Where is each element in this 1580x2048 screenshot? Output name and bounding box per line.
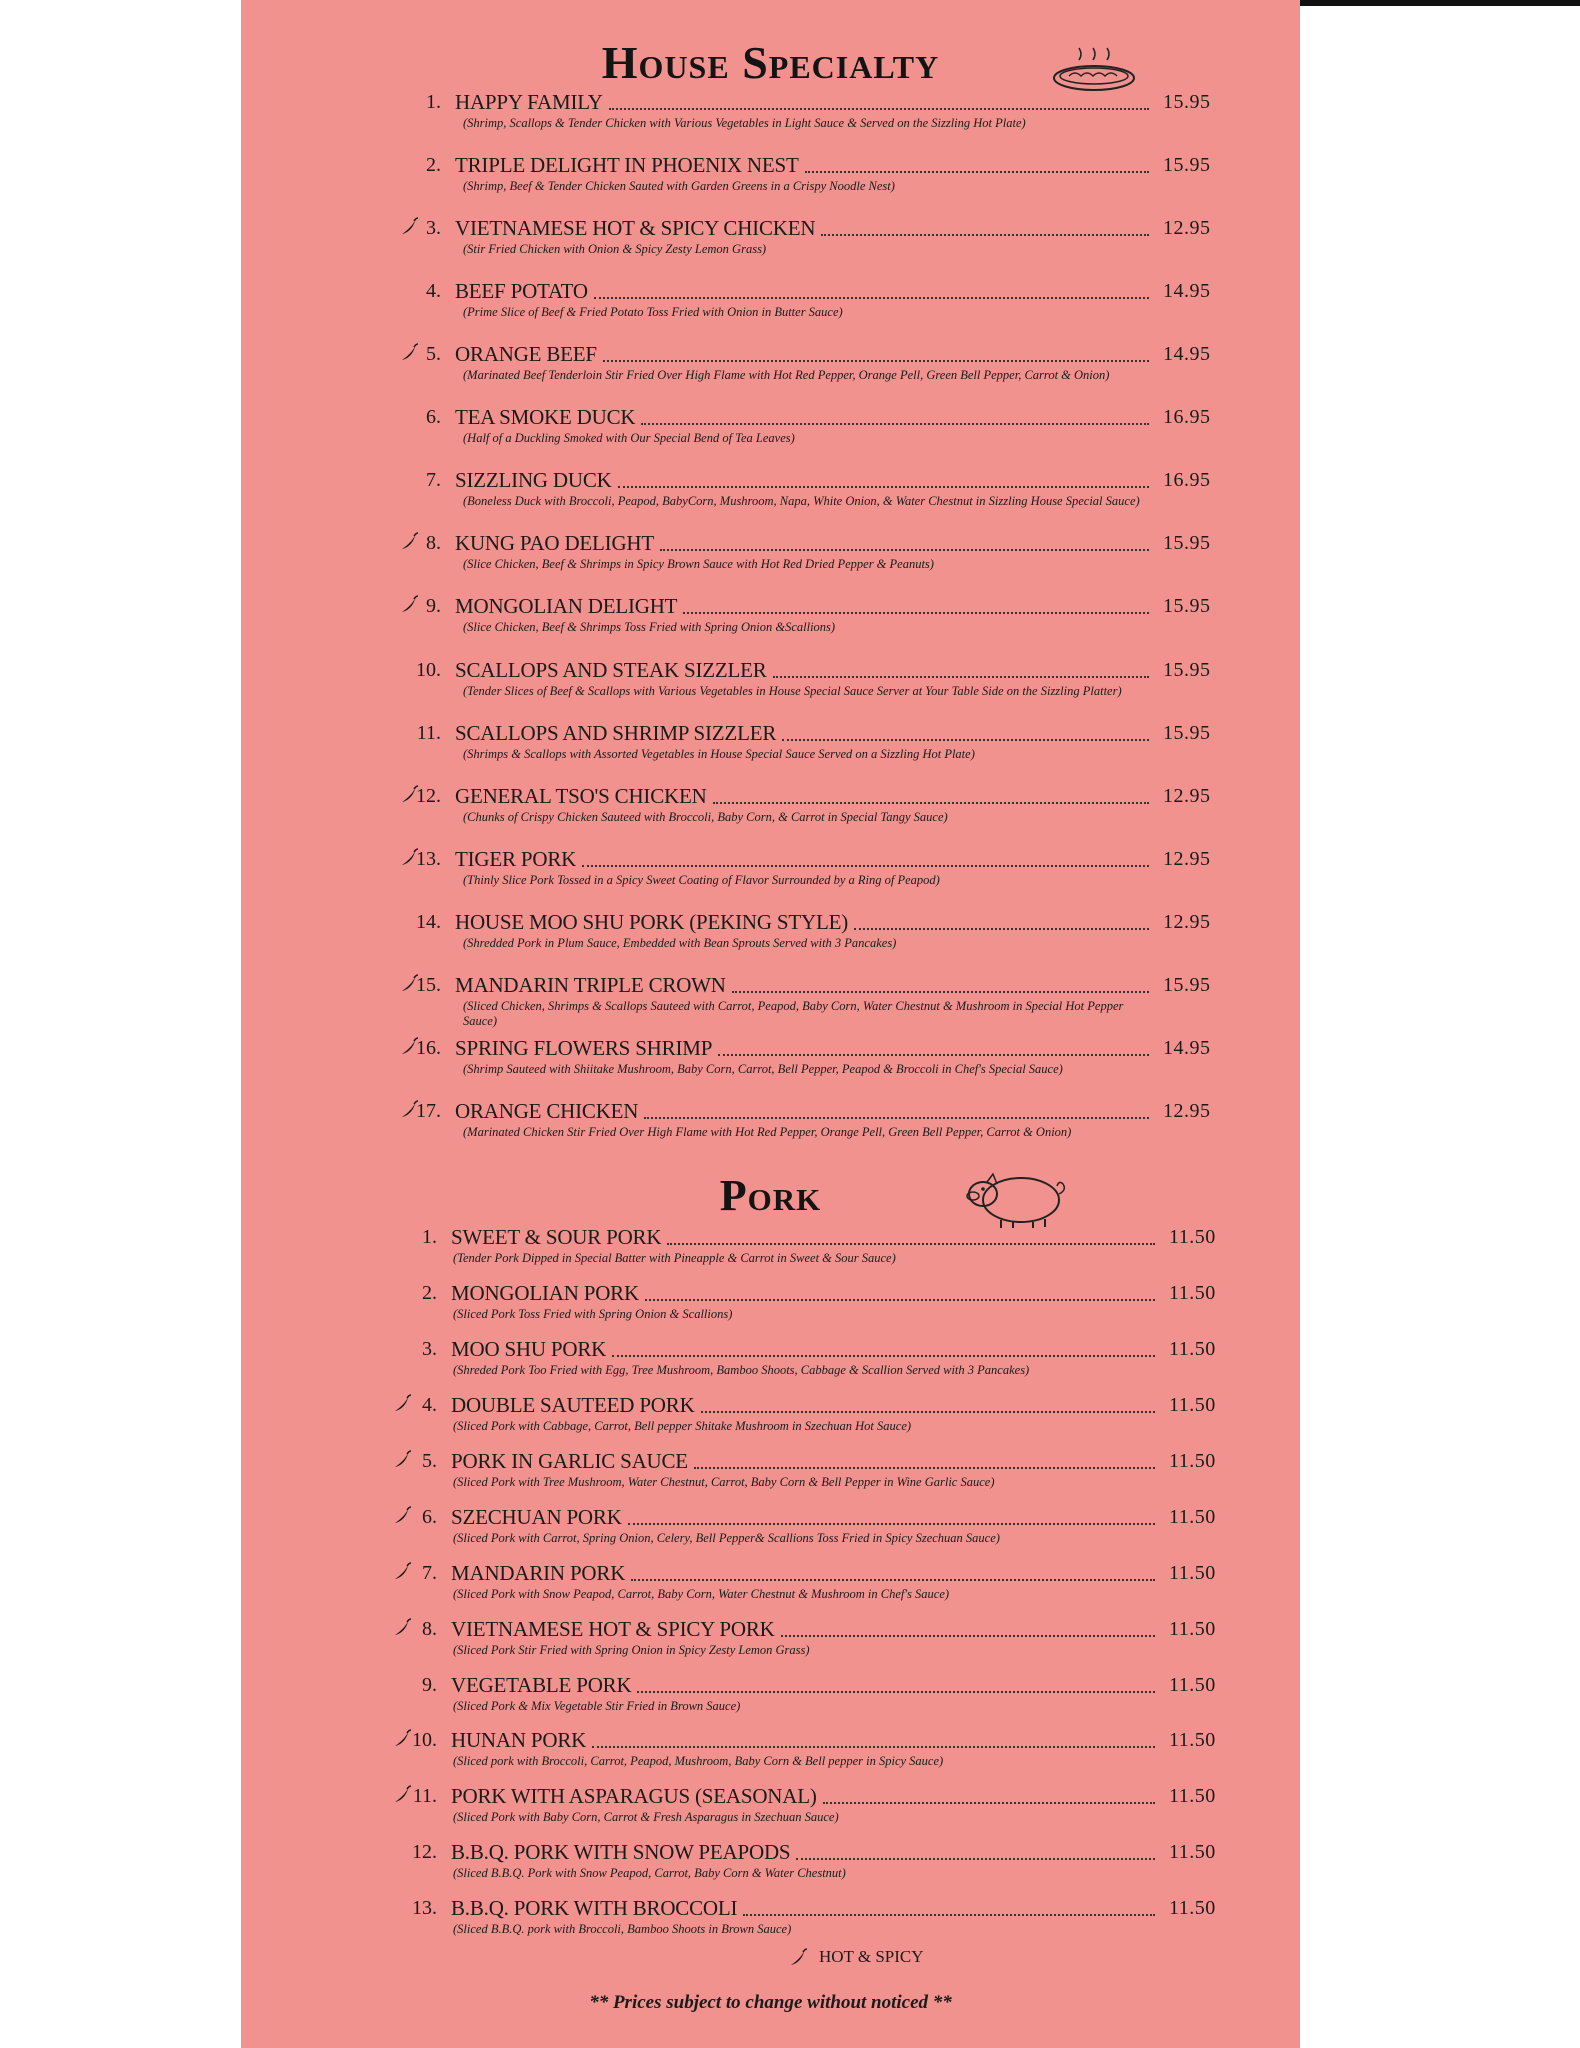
item-number: 7.: [426, 469, 441, 491]
leader-dots: [618, 485, 1149, 488]
menu-item: [241, 1785, 1300, 1845]
item-name: HAPPY FAMILY: [455, 90, 603, 114]
leader-dots: [732, 990, 1149, 993]
item-name: TIGER PORK: [455, 847, 577, 871]
item-description: (Shrimps & Scallops with Assorted Vegetables in House Special Sauce Served on a Sizzling Hot Plate): [463, 747, 975, 761]
item-description: (Shredded Pork in Plum Sauce, Embedded with Bean Sprouts Served with 3 Pancakes): [463, 936, 897, 950]
item-price: 11.50: [1169, 1897, 1216, 1919]
leader-dots: [823, 1801, 1155, 1804]
item-name-row: [451, 1282, 1161, 1306]
leader-dots: [592, 1745, 1155, 1748]
item-name-row: [451, 1338, 1161, 1362]
item-description: (Sliced Pork Stir Fried with Spring Onion in Spicy Zesty Lemon Grass): [453, 1643, 810, 1657]
item-price: 12.95: [1163, 848, 1211, 870]
item-name-row: [451, 1394, 1161, 1418]
menu-item: [241, 595, 1300, 655]
item-description: (Chunks of Crispy Chicken Sauteed with Broccoli, Baby Corn, & Carrot in Special Tangy Sauce): [463, 810, 948, 824]
item-number: 11.: [412, 1785, 437, 1807]
menu-item: [241, 1841, 1300, 1901]
leader-dots: [628, 1522, 1155, 1525]
item-price: 11.50: [1169, 1338, 1216, 1360]
item-name-row: [451, 1897, 1161, 1921]
menu-item: [241, 1037, 1300, 1097]
leader-dots: [821, 233, 1149, 236]
menu-item: [241, 785, 1300, 845]
item-description: (Tender Pork Dipped in Special Batter with Pineapple & Carrot in Sweet & Sour Sauce): [453, 1251, 896, 1265]
item-number: 4.: [422, 1394, 437, 1416]
pork-title: Pork: [719, 1171, 822, 1220]
menu-item: [241, 406, 1300, 466]
item-name: SCALLOPS AND SHRIMP SIZZLER: [455, 721, 777, 745]
item-name: MONGOLIAN DELIGHT: [455, 594, 678, 618]
menu-item: [241, 1282, 1300, 1342]
menu-item: [241, 343, 1300, 403]
item-price: 14.95: [1163, 280, 1211, 302]
item-number: 13.: [416, 848, 441, 870]
item-name-row: [451, 1506, 1161, 1530]
item-name-row: [455, 280, 1155, 304]
item-price: 11.50: [1169, 1450, 1216, 1472]
item-description: (Prime Slice of Beef & Fried Potato Toss Fried with Onion in Butter Sauce): [463, 305, 843, 319]
item-name: TEA SMOKE DUCK: [455, 405, 636, 429]
item-name: SIZZLING DUCK: [455, 468, 612, 492]
item-description: (Marinated Beef Tenderloin Stir Fried Over High Flame with Hot Red Pepper, Orange Pell, Green Bell Pepper, Carrot & Onion): [463, 368, 1110, 382]
item-number: 2.: [422, 1282, 437, 1304]
leader-dots: [609, 107, 1149, 110]
item-price: 12.95: [1163, 911, 1211, 933]
item-number: 3.: [426, 217, 441, 239]
leader-dots: [594, 296, 1149, 299]
item-description: (Half of a Duckling Smoked with Our Special Bend of Tea Leaves): [463, 431, 795, 445]
item-name-row: [451, 1618, 1161, 1642]
item-number: 1.: [422, 1226, 437, 1248]
menu-item: [241, 532, 1300, 592]
item-name: VEGETABLE PORK: [451, 1673, 632, 1697]
item-name: HOUSE MOO SHU PORK (PEKING STYLE): [455, 910, 848, 934]
price-disclaimer: ** Prices subject to change without noticed **: [589, 1992, 952, 2013]
item-name-row: [455, 722, 1155, 746]
menu-item: [241, 1100, 1300, 1160]
item-price: 14.95: [1163, 1037, 1211, 1059]
item-price: 15.95: [1163, 722, 1211, 744]
item-description: (Sliced Pork with Snow Peapod, Carrot, Baby Corn, Water Chestnut & Mushroom in Chef's Sauce): [453, 1587, 950, 1601]
item-number: 13.: [412, 1897, 437, 1919]
house-specialty-title: House Specialty: [601, 37, 940, 88]
menu-item: [241, 280, 1300, 340]
leader-dots: [782, 738, 1149, 741]
item-price: 14.95: [1163, 343, 1211, 365]
item-description: (Sliced B.B.Q. Pork with Snow Peapod, Carrot, Baby Corn & Water Chestnut): [453, 1866, 846, 1880]
menu-item: [241, 659, 1300, 719]
item-name-row: [451, 1841, 1161, 1865]
item-name-row: [451, 1450, 1161, 1474]
item-number: 12.: [412, 1841, 437, 1863]
item-description: (Sliced B.B.Q. pork with Broccoli, Bamboo Shoots in Brown Sauce): [453, 1922, 792, 1936]
leader-dots: [718, 1053, 1149, 1056]
menu-item: [241, 1506, 1300, 1566]
item-number: 5.: [426, 343, 441, 365]
item-number: 10.: [416, 659, 441, 681]
item-description: (Sliced Pork Toss Fried with Spring Onion & Scallions): [453, 1307, 733, 1321]
item-number: 4.: [426, 280, 441, 302]
item-price: 11.50: [1169, 1841, 1216, 1863]
item-name-row: [455, 406, 1155, 430]
menu-item: [241, 1226, 1300, 1286]
item-price: 15.95: [1163, 154, 1211, 176]
item-number: 6.: [422, 1506, 437, 1528]
menu-item: [241, 1450, 1300, 1510]
item-price: 15.95: [1163, 532, 1211, 554]
menu-item: [241, 1674, 1300, 1734]
item-description: (Shreded Pork Too Fried with Egg, Tree Mushroom, Bamboo Shoots, Cabbage & Scallion Served with 3 Pancakes): [453, 1363, 1030, 1377]
item-name: VIETNAMESE HOT & SPICY CHICKEN: [455, 216, 816, 240]
item-price: 11.50: [1169, 1506, 1216, 1528]
item-name-row: [455, 343, 1155, 367]
leader-dots: [603, 359, 1149, 362]
item-price: 11.50: [1169, 1394, 1216, 1416]
item-price: 15.95: [1163, 91, 1211, 113]
item-name-row: [455, 595, 1155, 619]
leader-dots: [796, 1857, 1155, 1860]
menu-item: [241, 91, 1300, 151]
item-description: (Thinly Slice Pork Tossed in a Spicy Sweet Coating of Flavor Surrounded by a Ring of Peapod): [463, 873, 940, 887]
item-name-row: [451, 1226, 1161, 1250]
menu-item: [241, 974, 1300, 1034]
item-name: TRIPLE DELIGHT IN PHOENIX NEST: [455, 153, 799, 177]
item-description: (Shrimp, Beef & Tender Chicken Sauted with Garden Greens in a Crispy Noodle Nest): [463, 179, 895, 193]
menu-item: [241, 217, 1300, 277]
item-name-row: [455, 785, 1155, 809]
leader-dots: [644, 1116, 1149, 1119]
scan-edge-line: [1295, 0, 1580, 6]
menu-page: [241, 0, 1300, 2048]
leader-dots: [701, 1410, 1155, 1413]
menu-item: [241, 722, 1300, 782]
item-number: 10.: [412, 1729, 437, 1751]
item-description: (Stir Fried Chicken with Onion & Spicy Zesty Lemon Grass): [463, 242, 767, 256]
item-name: KUNG PAO DELIGHT: [455, 531, 655, 555]
item-name: SCALLOPS AND STEAK SIZZLER: [455, 658, 767, 682]
menu-item: [241, 1897, 1300, 1957]
item-description: (Shrimp, Scallops & Tender Chicken with Various Vegetables in Light Sauce & Served on the Sizzling Hot Plate): [463, 116, 1026, 130]
item-number: 15.: [416, 974, 441, 996]
hot-spicy-legend: [787, 1946, 924, 1968]
item-price: 15.95: [1163, 659, 1211, 681]
item-name: PORK IN GARLIC SAUCE: [451, 1449, 688, 1473]
leader-dots: [637, 1690, 1155, 1693]
item-number: 7.: [422, 1562, 437, 1584]
hot-spicy-label: HOT & SPICY: [819, 1947, 924, 1966]
item-name-row: [451, 1729, 1161, 1753]
item-number: 12.: [416, 785, 441, 807]
item-name-row: [455, 532, 1155, 556]
item-name-row: [455, 1037, 1155, 1061]
leader-dots: [713, 801, 1149, 804]
item-price: 15.95: [1163, 974, 1211, 996]
item-description: (Tender Slices of Beef & Scallops with Various Vegetables in House Special Sauce Server at Your Table Side on the Sizzling Platter): [463, 684, 1122, 698]
item-description: (Shrimp Sauteed with Shiitake Mushroom, Baby Corn, Carrot, Bell Pepper, Peapod & Broccoli in Chef's Special Sauce): [463, 1062, 1063, 1076]
item-number: 2.: [426, 154, 441, 176]
leader-dots: [641, 422, 1149, 425]
item-name-row: [451, 1562, 1161, 1586]
item-name: B.B.Q. PORK WITH BROCCOLI: [451, 1896, 738, 1920]
item-name: DOUBLE SAUTEED PORK: [451, 1393, 695, 1417]
item-name: ORANGE CHICKEN: [455, 1099, 639, 1123]
item-description: (Sliced pork with Broccoli, Carrot, Peapod, Mushroom, Baby Corn & Bell pepper in Spicy Sauce): [453, 1754, 944, 1768]
item-number: 14.: [416, 911, 441, 933]
item-price: 11.50: [1169, 1618, 1216, 1640]
item-name: HUNAN PORK: [451, 1728, 587, 1752]
sizzling-plate-icon: [1049, 38, 1139, 94]
menu-item: [241, 1618, 1300, 1678]
menu-item: [241, 911, 1300, 971]
leader-dots: [660, 548, 1149, 551]
menu-item: [241, 154, 1300, 214]
leader-dots: [694, 1466, 1155, 1469]
leader-dots: [743, 1913, 1155, 1916]
item-description: (Sliced Chicken, Shrimps & Scallops Sauteed with Carrot, Peapod, Baby Corn, Water Chestnut & Mushroom in Special Hot Pepper Sauce): [463, 999, 1124, 1028]
item-price: 12.95: [1163, 1100, 1211, 1122]
item-price: 11.50: [1169, 1785, 1216, 1807]
item-number: 1.: [426, 91, 441, 113]
item-name: MONGOLIAN PORK: [451, 1281, 639, 1305]
item-description: (Boneless Duck with Broccoli, Peapod, BabyCorn, Mushroom, Napa, White Onion, & Water Chestnut in Sizzling House Special Sauce): [463, 494, 1140, 508]
item-number: 11.: [416, 722, 441, 744]
leader-dots: [631, 1578, 1155, 1581]
leader-dots: [805, 170, 1149, 173]
item-price: 12.95: [1163, 785, 1211, 807]
item-number: 6.: [426, 406, 441, 428]
item-price: 11.50: [1169, 1674, 1216, 1696]
menu-item: [241, 1338, 1300, 1398]
item-description: (Marinated Chicken Stir Fried Over High Flame with Hot Red Pepper, Orange Pell, Green Bell Pepper, Carrot & Onion): [463, 1125, 1072, 1139]
item-name: SZECHUAN PORK: [451, 1505, 622, 1529]
item-name-row: [455, 469, 1155, 493]
item-price: 11.50: [1169, 1562, 1216, 1584]
item-number: 16.: [416, 1037, 441, 1059]
leader-dots: [612, 1354, 1155, 1357]
item-description: (Sliced Pork with Carrot, Spring Onion, Celery, Bell Pepper& Scallions Toss Fried in Spicy Szechuan Sauce): [453, 1531, 1000, 1545]
item-price: 11.50: [1169, 1282, 1216, 1304]
item-number: 8.: [422, 1618, 437, 1640]
item-description: (Slice Chicken, Beef & Shrimps in Spicy Brown Sauce with Hot Red Dried Pepper & Peanuts): [463, 557, 934, 571]
menu-item: [241, 1394, 1300, 1454]
item-price: 12.95: [1163, 217, 1211, 239]
item-number: 3.: [422, 1338, 437, 1360]
item-description: (Sliced Pork with Baby Corn, Carrot & Fresh Asparagus in Szechuan Sauce): [453, 1810, 839, 1824]
item-number: 9.: [422, 1674, 437, 1696]
item-number: 9.: [426, 595, 441, 617]
item-price: 11.50: [1169, 1226, 1216, 1248]
item-description: (Sliced Pork with Cabbage, Carrot, Bell pepper Shitake Mushroom in Szechuan Hot Sauce): [453, 1419, 912, 1433]
item-description: (Slice Chicken, Beef & Shrimps Toss Fried with Spring Onion &Scallions): [463, 620, 836, 634]
item-name-row: [455, 217, 1155, 241]
item-name-row: [451, 1785, 1161, 1809]
item-name: SPRING FLOWERS SHRIMP: [455, 1036, 713, 1060]
item-name: MANDARIN TRIPLE CROWN: [455, 973, 726, 997]
leader-dots: [773, 675, 1149, 678]
item-price: 15.95: [1163, 595, 1211, 617]
leader-dots: [683, 611, 1149, 614]
leader-dots: [667, 1242, 1155, 1245]
item-name: MOO SHU PORK: [451, 1337, 607, 1361]
item-name: MANDARIN PORK: [451, 1561, 626, 1585]
leader-dots: [582, 864, 1149, 867]
item-name-row: [455, 1100, 1155, 1124]
item-price: 16.95: [1163, 469, 1211, 491]
item-name-row: [455, 659, 1155, 683]
item-description: (Sliced Pork with Tree Mushroom, Water Chestnut, Carrot, Baby Corn & Bell Pepper in Wine Garlic Sauce): [453, 1475, 995, 1489]
leader-dots: [854, 927, 1149, 930]
item-name: ORANGE BEEF: [455, 342, 597, 366]
item-name-row: [455, 91, 1155, 115]
menu-item: [241, 1562, 1300, 1622]
menu-item: [241, 1729, 1300, 1789]
chili-pepper-icon: [787, 1946, 809, 1968]
leader-dots: [645, 1298, 1155, 1301]
item-name: VIETNAMESE HOT & SPICY PORK: [451, 1617, 775, 1641]
item-number: 8.: [426, 532, 441, 554]
item-name-row: [451, 1674, 1161, 1698]
menu-item: [241, 469, 1300, 529]
item-name: SWEET & SOUR PORK: [451, 1225, 662, 1249]
item-name-row: [455, 848, 1155, 872]
item-name-row: [455, 154, 1155, 178]
pig-icon: [961, 1164, 1071, 1230]
item-price: 16.95: [1163, 406, 1211, 428]
item-name-row: [455, 974, 1155, 998]
item-name: BEEF POTATO: [455, 279, 588, 303]
menu-item: [241, 848, 1300, 908]
item-description: (Sliced Pork & Mix Vegetable Stir Fried in Brown Sauce): [453, 1699, 741, 1713]
leader-dots: [781, 1634, 1155, 1637]
item-number: 5.: [422, 1450, 437, 1472]
item-name: PORK WITH ASPARAGUS (SEASONAL): [451, 1784, 817, 1808]
item-name: B.B.Q. PORK WITH SNOW PEAPODS: [451, 1840, 791, 1864]
item-number: 17.: [416, 1100, 441, 1122]
item-name-row: [455, 911, 1155, 935]
item-name: GENERAL TSO'S CHICKEN: [455, 784, 707, 808]
item-price: 11.50: [1169, 1729, 1216, 1751]
